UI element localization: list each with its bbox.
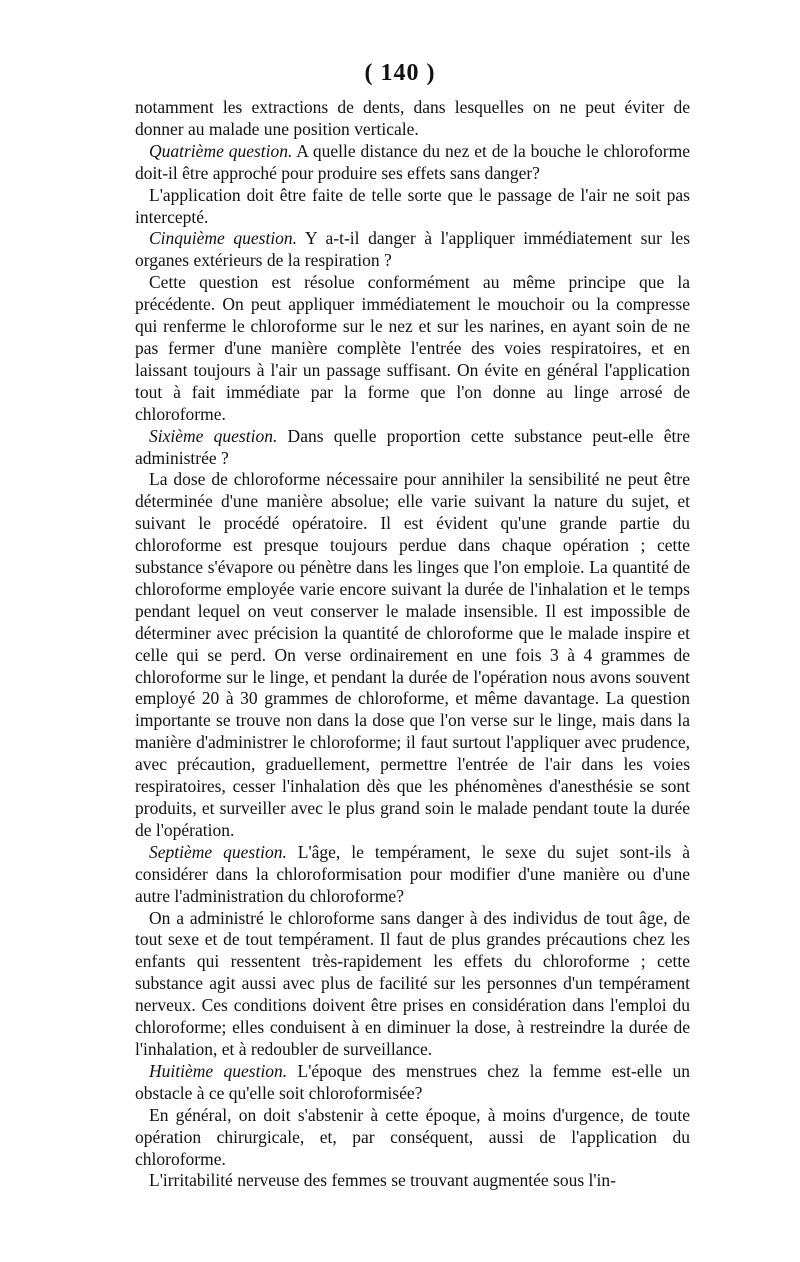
- question-paragraph: [135, 426, 690, 470]
- question-text: L'âge, le tempérament, le sexe du sujet sont-ils à considérer dans la chloroformisation pour modifier d'une manière ou d'une autre l'administration du chloroforme?: [135, 841, 691, 906]
- question-paragraph: [135, 842, 690, 908]
- paragraph-text: En général, on doit s'abstenir à cette époque, à moins d'urgence, de toute opération chirurgicale, et, par conséquent, aussi de l'application du chloroforme.: [135, 1104, 690, 1169]
- question-heading: Quatrième question.: [149, 140, 293, 161]
- paragraph: [135, 469, 690, 841]
- question-text: Dans quelle proportion cette substance peut-elle être administrée ?: [135, 425, 691, 468]
- body-text: [135, 97, 690, 1192]
- paragraph-text: notamment les extractions de dents, dans lesquelles on ne peut éviter de donner au malade une position verticale.: [135, 97, 690, 139]
- paragraph: [135, 908, 690, 1061]
- question-heading: Sixième question.: [149, 425, 278, 446]
- page-number: ( 140 ): [364, 60, 436, 86]
- question-text: Y a-t-il danger à l'appliquer immédiatement sur les organes extérieurs de la respiration ?: [135, 228, 691, 271]
- paragraph-text: L'irritabilité nerveuse des femmes se trouvant augmentée sous l'in-: [149, 1170, 616, 1191]
- question-text: L'époque des menstrues chez la femme est-elle un obstacle à ce qu'elle soit chloroformisée?: [135, 1060, 690, 1103]
- question-paragraph: [135, 228, 690, 272]
- paragraph: [135, 1170, 690, 1192]
- paragraph: [135, 1105, 690, 1171]
- question-heading: Huitième question.: [149, 1060, 288, 1081]
- paragraph-text: On a administré le chloroforme sans danger à des individus de tout âge, de tout sexe et de tout tempérament. Il faut de plus grandes précautions chez les enfants qui ressentent très-rapidement les effets du chloroforme ; cette substance agit aussi avec plus de facilité sur les personnes d'un tempérament nerveux. Ces conditions doivent être prises en considération dans l'emploi du chloroforme; elles conduisent à en diminuer la dose, à restreindre la durée de l'inhalation, et à redoubler de surveillance.: [135, 907, 690, 1059]
- paragraph: [135, 185, 690, 229]
- paragraph: [135, 272, 690, 425]
- question-text: A quelle distance du nez et de la bouche le chloroforme doit-il être approché pour produire ses effets sans danger?: [135, 140, 690, 183]
- paragraph-text: Cette question est résolue conformément au même principe que la précédente. On peut appliquer immédiatement le mouchoir ou la compresse qui renferme le chloroforme sur le nez et sur les narines, en ayant soin de ne pas fermer d'une manière complète l'entrée des voies respiratoires, et en laissant toujours à l'air un passage suffisant. On évite en général l'application tout à fait immédiate par la forme que l'on donne au linge arrosé de chloroforme.: [135, 272, 690, 424]
- question-paragraph: [135, 141, 690, 185]
- paragraph-text: La dose de chloroforme nécessaire pour annihiler la sensibilité ne peut être déterminée d'une manière absolue; elle varie suivant la nature du sujet, et suivant le procédé opératoire. Il est évident qu'une grande partie du chloroforme est presque toujours perdue dans chaque opération ; cette substance s'évapore ou pénètre dans les linges que l'on emploie. La quantité de chloroforme employée varie encore suivant la durée de l'inhalation et le temps pendant lequel on veut conserver le malade insensible. Il est impossible de déterminer avec précision la quantité de chloroforme que le malade inspire et celle qui se perd. On verse ordinairement en une fois 3 à 4 grammes de chloroforme sur le linge, et pendant la durée de l'opération nous avons souvent employé 20 à 30 grammes de chloroforme, et même davantage. La question importante se trouve non dans la dose que l'on verse sur le linge, mais dans la manière d'administrer le chloroforme; il faut surtout l'appliquer avec prudence, avec précaution, graduellement, permettre l'entrée de l'air dans les voies respiratoires, cesser l'inhalation dès que les phénomènes d'anesthésie se sont produits, et surveiller avec le plus grand soin le malade pendant toute la durée de l'opération.: [135, 469, 690, 840]
- paragraph-text: L'application doit être faite de telle sorte que le passage de l'air ne soit pas intercepté.: [135, 184, 690, 227]
- question-heading: Cinquième question.: [149, 228, 298, 249]
- paragraph: [135, 97, 690, 141]
- question-paragraph: [135, 1061, 690, 1105]
- question-heading: Septième question.: [149, 841, 287, 862]
